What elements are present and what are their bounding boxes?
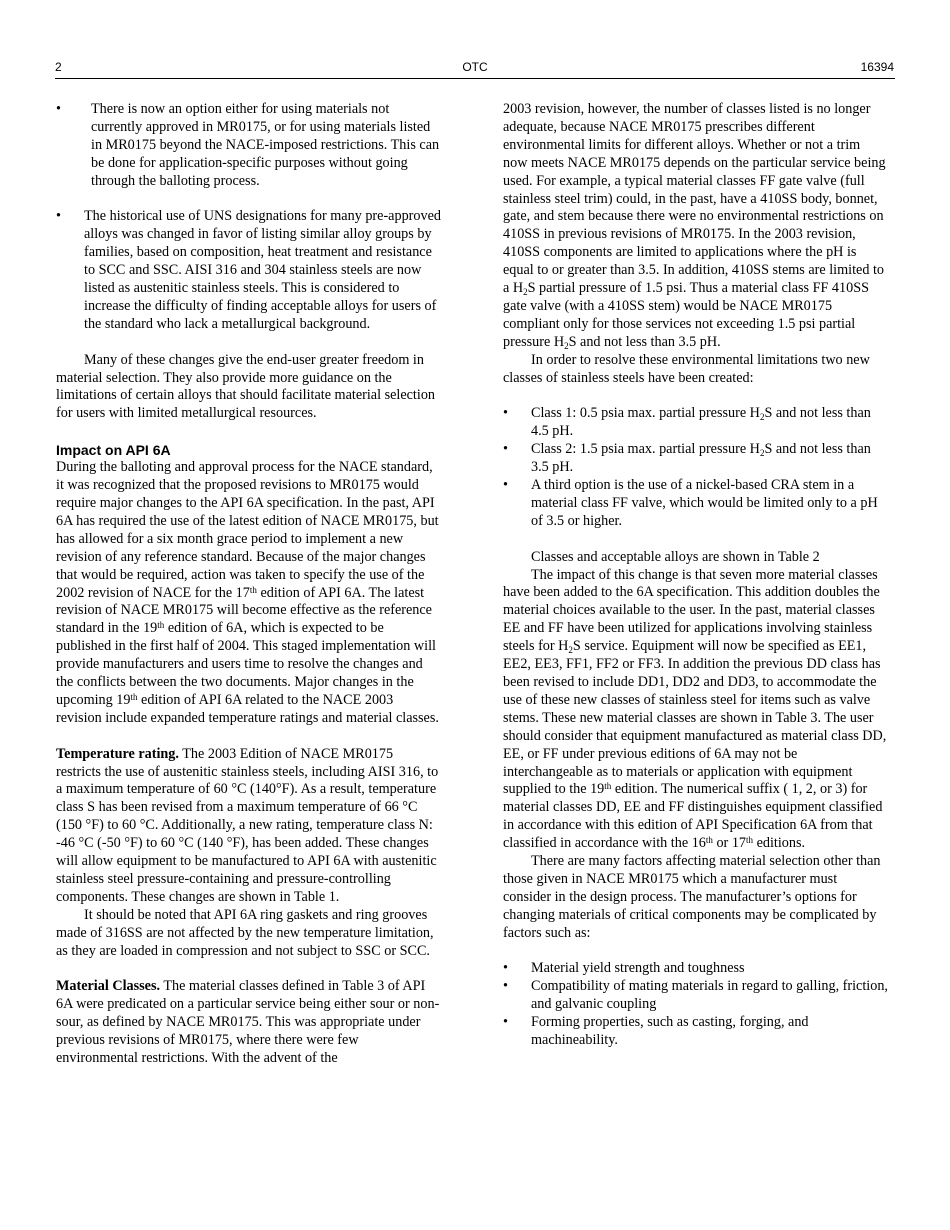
bullet-icon: • xyxy=(503,477,508,494)
header-rule xyxy=(55,78,895,79)
page-number: 2 xyxy=(55,60,62,74)
paragraph-ring-gaskets: It should be noted that API 6A ring gaskets and ring grooves made of 316SS are not affected by the new temperature limitation, as they are loaded in compression and not subject to SSC or SCC. xyxy=(56,906,434,959)
list-item: • There is now an option either for using materials not currently approved in MR0175, or for using materials listed in MR0175 beyond the NACE-imposed restrictions. This can be done for application-specific purposes without going through the balloting process. xyxy=(56,101,440,189)
list-item: • Compatibility of mating materials in regard to galling, friction, and galvanic coupling xyxy=(503,978,888,1013)
bullet-icon: • xyxy=(503,441,508,458)
paragraph-impact: During the balloting and approval process for the NACE standard, it was recognized that the proposed revisions to MR0175 would require major changes to the API 6A specification. In the past, API 6A has required the use of the latest edition of NACE MR0175, but has allowed for a six month grace period to implement a new revision of any reference standard. Because of the major changes that would be required, action was taken to specify the use of the 2002 revision of NACE for the 17th edition of API 6A. The latest revision of NACE MR0175 will become effective as the reference standard in the 19th edition of 6A, which is expected to be published in the first half of 2004. This staged implementation will provide manufacturers and users time to resolve the changes and the conflicts between the two documents. Major changes in the upcoming 19th edition of API 6A related to the NACE 2003 revision include expanded temperature ratings and material classes. xyxy=(56,459,439,726)
paragraph-material-classes-cont: 2003 revision, however, the number of classes listed is no longer adequate, because NACE MR0175 prescribes different environmental limits for different alloys. Whether or not a trim now meets NACE MR0175 depends on the particular service being used. For example, a typical material classes FF gate valve (full stainless steel trim) could, in the past, have a 410SS body, bonnet, gate, and stem because there were no environmental restrictions on 410SS in previous revisions of MR0175. In the 2003 revision, 410SS components are limited to applications where the pH is equal to or greater than 3.5. In addition, 410SS stems are limited to a $H_2S$ partial pressure of 1.5 psi. Thus a material class FF 410SS gate valve (with a 410SS stem) would be NACE MR0175 compliant only for those services not exceeding 1.5 psi partial pressure $H_2S$ and not less than 3.5 pH. xyxy=(503,101,886,351)
bullet-icon: • xyxy=(503,978,508,995)
bullet-icon: • xyxy=(503,960,508,977)
left-column xyxy=(56,101,441,1068)
bullet-icon: • xyxy=(56,101,61,117)
paragraph-temperature-rating: Temperature rating. The 2003 Edition of NACE MR0175 restricts the use of austenitic stainless steels, including AISI 316, to a maximum temperature of 60 °C (140°F). As a result, temperature class S has been revised from a maximum temperature of 66 °C (150 °F) to 60 °C. Additionally, a new rating, temperature class N: -46 °C (-50 °F) to 60 °C (140 °F), has been added. These changes will allow equipment to be manufactured to API 6A with austenitic stainless steel pressure-containing and pressure-controlling components. These changes are shown in Table 1. xyxy=(56,745,439,905)
list-item: • Forming properties, such as casting, forging, and machineability. xyxy=(503,1014,809,1049)
paragraph-impact-change: The impact of this change is that seven more material classes have been added to the 6A specification. This addition doubles the material choices available to the user. In the past, material classes EE and FF have been utilized for applications involving stainless steels for $H_2S$ service. Equipment will now be specified as EE1, EE2, EE3, FF1, FF2 or FF3. In addition the previous DD class has been revised to include DD1, DD2 and DD3, to accommodate the use of these new classes of stainless steel for items such as valve stems. These new material classes are shown in Table 3. The user should consider that equipment manufactured as material class DD, EE, or FF under previous editions of 6A may not be interchangeable as to materials or application with equipment supplied to the 19th edition. The numerical suffix ( 1, 2, or 3) for material classes DD, EE and FF distinguishes equipment classified in accordance with this edition of API Specification 6A from that classified in accordance with the 16th or 17th editions. xyxy=(503,566,887,852)
conference-label: OTC xyxy=(462,60,488,74)
paragraph-material-classes: Material Classes. The material classes defined in Table 3 of API 6A were predicated on a particular service being either sour or non-sour, as defined by NACE MR0175. This was appropriate under previous revisions of MR0175, where there were few environmental restrictions. With the advent of the xyxy=(56,978,440,1067)
list-item: • Class 1: 0.5 psia max. partial pressure $H_2S$ and not less than 4.5 pH. xyxy=(503,405,871,440)
paragraph-resolve: In order to resolve these environmental limitations two new classes of stainless steels have been created: xyxy=(503,351,870,386)
list-item: • A third option is the use of a nickel-based CRA stem in a material class FF valve, which would be limited only to a pH of 3.5 or higher. xyxy=(503,477,878,529)
run-in-heading: Temperature rating. xyxy=(56,745,179,762)
paragraph-freedom: Many of these changes give the end-user greater freedom in material selection. They also provide more guidance on the limitations of certain alloys that should facilitate material selection for users with limited metallurgical resources. xyxy=(56,351,436,422)
paper-number: 16394 xyxy=(860,60,894,74)
bullet-icon: • xyxy=(503,405,508,422)
list-item: • The historical use of UNS designations for many pre-approved alloys was changed in favor of listing similar alloy groups by families, based on composition, heat treatment and resistance to SCC and SSC. AISI 316 and 304 stainless steels are now listed as austenitic stainless steels. This is considered to increase the difficulty of finding acceptable alloys for users of the standard who lack a metallurgical background. xyxy=(56,208,441,332)
bullet-icon: • xyxy=(503,1014,508,1031)
section-heading-impact: Impact on API 6A xyxy=(56,442,171,459)
list-item: • Material yield strength and toughness xyxy=(503,960,745,977)
paragraph-factors: There are many factors affecting material selection other than those given in NACE MR0175 which a manufacturer must consider in the design process. The manufacturer’s options for changing materials of critical components may be complicated by factors such as: xyxy=(503,853,881,941)
right-column xyxy=(503,101,888,1050)
run-in-heading: Material Classes. xyxy=(56,978,161,995)
bullet-icon: • xyxy=(56,208,61,225)
paragraph-table2: Classes and acceptable alloys are shown in Table 2 xyxy=(531,548,820,565)
list-item: • Class 2: 1.5 psia max. partial pressure $H_2S$ and not less than 3.5 pH. xyxy=(503,441,871,476)
